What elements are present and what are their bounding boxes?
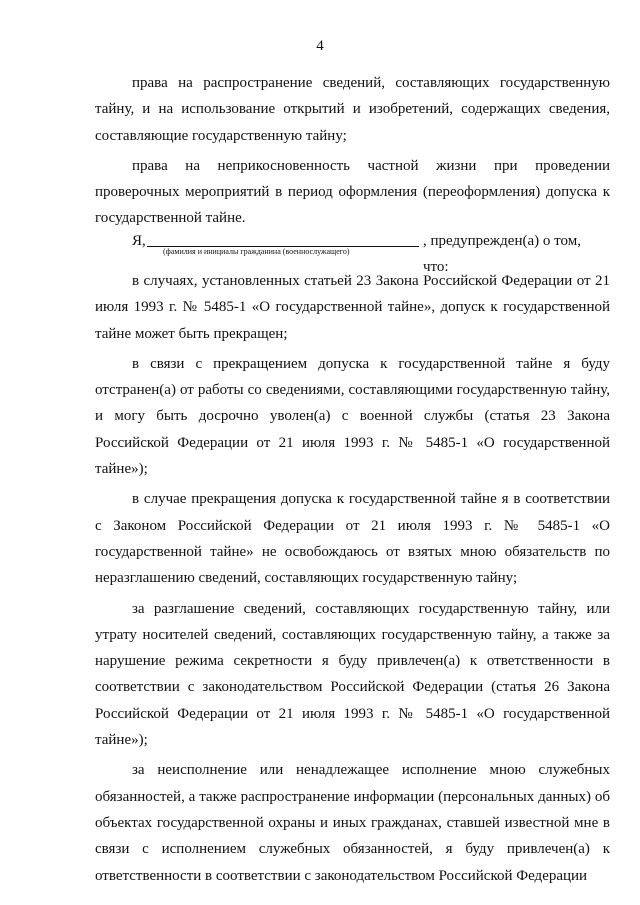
signature-line [95,228,610,276]
paragraph-removal-from-work: в связи с прекращением допуска к государственной тайне я буду отстранен(а) от работы со сведениями, составляющими государственную тайну, и могу быть досрочно уволен(а) с военной службы (статья 23 Закона Российской Федерации от 21 июля 1993 г. № 5485-1 «О государственной тайне»); [95,355,610,478]
body-text-bottom [95,268,610,889]
body-text-top [95,70,610,232]
signature-suffix: , предупрежден(а) о том, что: [423,233,581,276]
paragraph-disclosure-liability: за разглашение сведений, составляющих государственную тайну, или утрату носителей сведений, составляющих государственную тайну, а также за нарушение режима секретности я буду привлечен(а) к ответственности в соответствии с законодательством Российской Федерации (статья 26 Закона Российской Федерации от 21 июля 1993 г. № 5485-1 «О государственной тайне»); [95,600,610,749]
page-number: 4 [316,38,324,54]
signature-caption: (фамилия и инициалы гражданина (военнослужащего) [163,247,350,256]
signature-block [95,228,610,276]
signature-prefix: Я, [132,233,146,249]
paragraph-duties-liability: за неисполнение или ненадлежащее исполнение мною служебных обязанностей, а также распространение информации (персональных данных) об объектах государственной охраны и иных гражданах, ставшей известной мне в связи с исполнением служебных обязанностей, я буду привлечен(а) к ответственности в соответствии с законодательством Российской Федерации [95,762,610,884]
paragraph-non-disclosure-obligation: в случае прекращения допуска к государственной тайне я в соответствии с Законом Российской Федерации от 21 июля 1993 г. № 5485-1 «О государственной тайне» не освобождаюсь от взятых мною обязательств по неразглашению сведений, составляющих государственную тайну; [95,491,610,587]
paragraph-rights-privacy: права на неприкосновенность частной жизни при проведении проверочных мероприятий в период оформления (переоформления) допуска к государственной тайне. [95,157,610,227]
paragraph-termination-cases: в случаях, установленных статьей 23 Закона Российской Федерации от 21 июля 1993 г. № 5485-1 «О государственной тайне», допуск к государственной тайне может быть прекращен; [95,273,610,342]
paragraph-rights-dissemination: права на распространение сведений, составляющих государственную тайну, и на использование открытий и изобретений, содержащих сведения, составляющие государственную тайну; [95,75,610,144]
